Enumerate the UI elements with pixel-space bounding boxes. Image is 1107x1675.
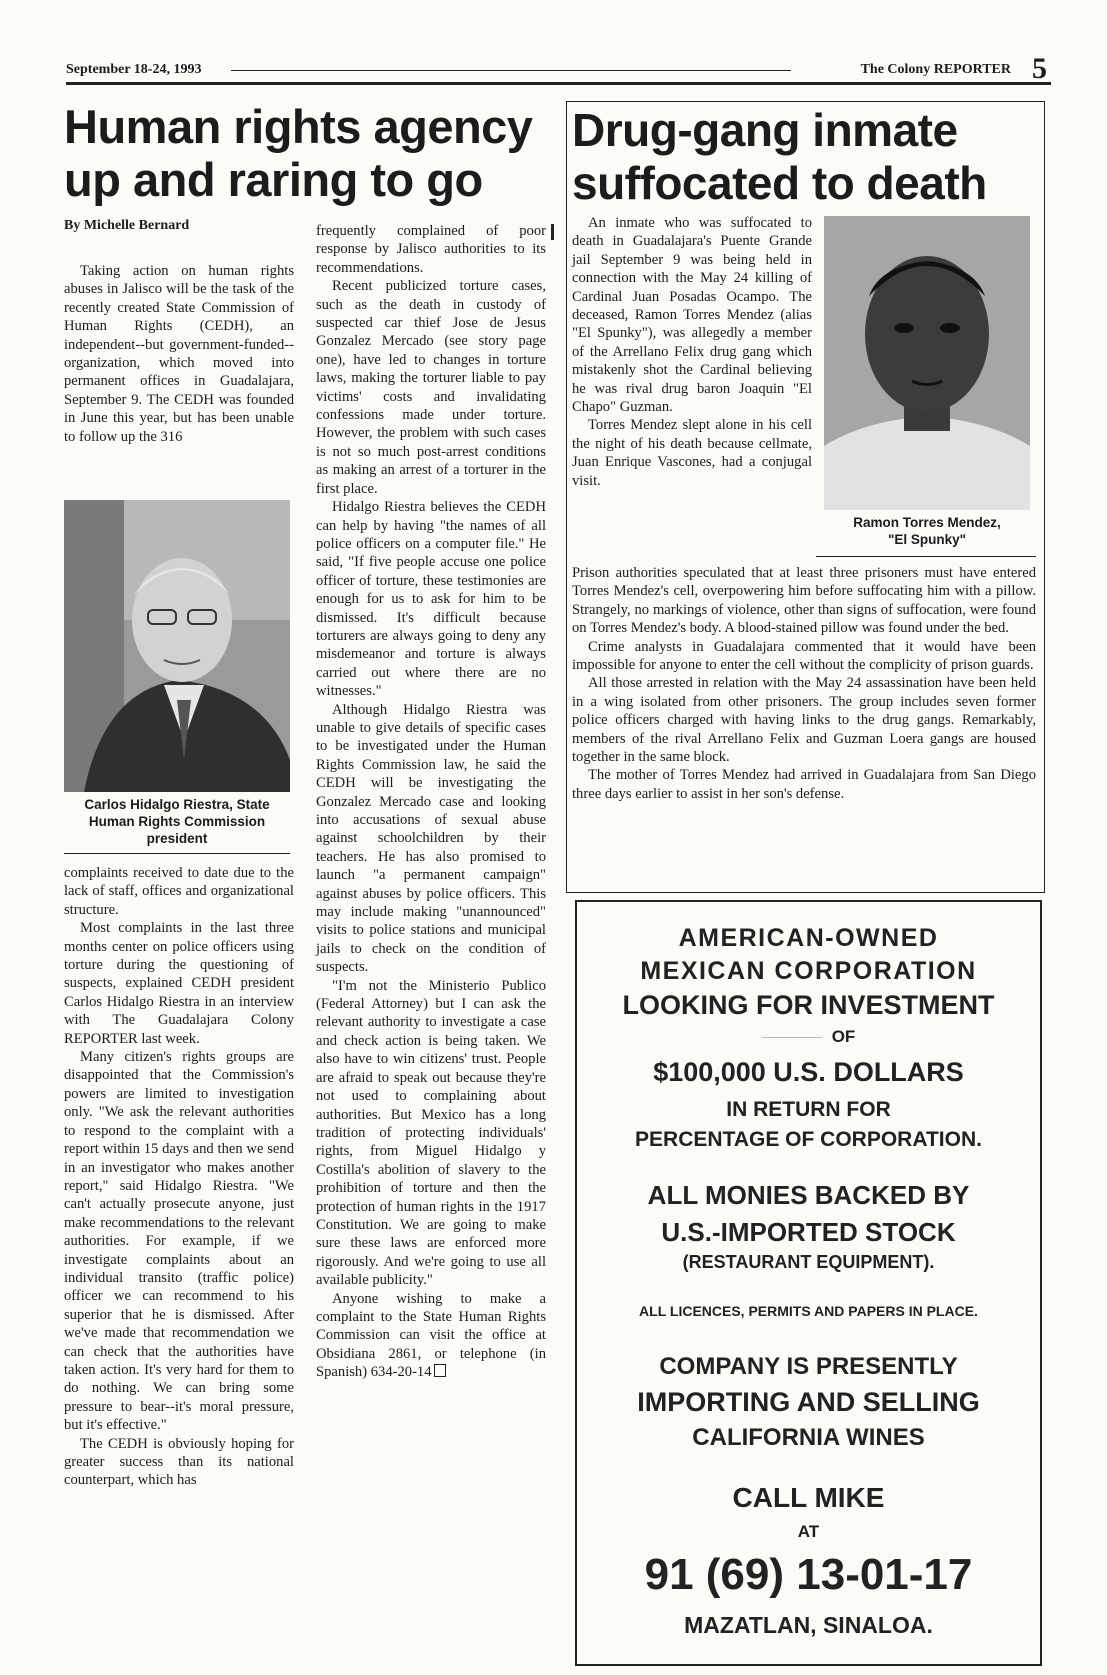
paragraph: Most complaints in the last three months center on police officers using torture during the questioning of suspects, explained CEDH president Carlos Hidalgo Riestra in an interview with The Guadalajara Colony REPORTER last week. [64, 920, 294, 1047]
masthead [66, 52, 1051, 86]
caption-line1: Ramon Torres Mendez, [853, 515, 1001, 530]
paragraph: Many citizen's rights groups are disappointed that the Commission's powers are limited to investigation only. "We ask the relevant authorities to respond to the complaint with a report within 15 days and then we send in an investigator who makes another report," said Hidalgo Riestra. "We can't actually prosecute anyone, just make recommendations to the relevant authorities. For example, if we investigate complaints about an individual transito (traffic police) officer we can recommend to his superior that he is dismissed. After we've made that recommendation we can check that the authorities have taken action. It's very hard for them to do nothing. We can bring some pressure to bear--it's moral pressure, but it's effective." [64, 1049, 294, 1434]
portrait-illustration [824, 216, 1030, 510]
contact-text: Anyone wishing to make a complaint to the State Human Rights Commission can visit the office at Obsidiana 2861, or telephone (in Spanish) 634-20-14 [316, 1290, 546, 1381]
story2-narrow-text [572, 214, 812, 490]
investment-advertisement [575, 900, 1042, 1666]
paragraph: Hidalgo Riestra believes the CEDH can help by having "the names of all police officers on a computer file." He said, "If five people accuse one police officer of torture, these testimonies are enough for us to ask for him to be dismissed. It's difficult because torturers are always going to deny any misdemeanor and torture is always carried out where there are no witnesses." [316, 499, 546, 700]
story1-col2 [316, 222, 546, 1382]
story1-headline-line1: Human rights agency [64, 100, 533, 153]
ad-line: IN RETURN FOR [726, 1098, 891, 1121]
story1-headline [64, 100, 564, 206]
masthead-bar [66, 82, 1051, 85]
ad-call-line: CALL MIKE [732, 1482, 885, 1513]
ad-location: MAZATLAN, SINALOA. [684, 1612, 933, 1638]
portrait-illustration [64, 500, 290, 792]
ad-phone-number: 91 (69) 13-01-17 [644, 1550, 973, 1599]
ad-line: (RESTAURANT EQUIPMENT). [682, 1252, 935, 1272]
ad-line: ALL MONIES BACKED BY [647, 1180, 970, 1210]
paragraph: Recent publicized torture cases, such as the death in custody of suspected car thief Jose de Jesus Gonzalez Mercado (see story page one), have led to changes in torture laws, making the torturer liable to pay victims' costs and invalidating confessions made under torture. However, the problem with such cases is not so much post-arrest conditions as making an arrest of a torturer in the first place. [316, 278, 546, 497]
paragraph: "I'm not the Ministerio Publico (Federal Attorney) but I can ask the relevant authority to investigate a case and check action is being taken. We also have to win citizens' trust. People are afraid to speak out because they're not used to complaining about authorities. But Mexico has a long tradition of protecting individuals' rights, from Miguel Hidalgo y Costilla's abolition of slavery to the prohibition of torture and then the protection of human rights in the 1917 Constitution. We are going to make sure these laws are enforced more rigorously. And we're going to use all available publicity." [316, 977, 546, 1289]
ad-line: LOOKING FOR INVESTMENT [622, 990, 995, 1020]
story1-headline-line2: up and raring to go [64, 153, 483, 206]
story1-col1-top [64, 262, 294, 446]
story2-headline [572, 104, 1042, 210]
carlos-photo-caption: Carlos Hidalgo Riestra, State Human Rights Commission president [84, 797, 270, 846]
issue-date: September 18-24, 1993 [66, 62, 202, 77]
ad-line: OF [831, 1027, 856, 1046]
paragraph: complaints received to date due to the lack of staff, offices and organizational structure. [64, 865, 294, 918]
ad-line: AT [797, 1522, 820, 1541]
end-mark-icon [434, 1364, 446, 1377]
paragraph: The CEDH is obviously hoping for greater success than its national counterpart, which has [64, 1435, 294, 1489]
ad-rule [762, 1037, 822, 1038]
ad-line: PERCENTAGE OF CORPORATION. [635, 1128, 982, 1151]
paragraph: All those arrested in relation with the May 24 assassination have been held in a wing isolated from other prisoners. The group includes seven former police officers charged with having links to the drug gangs. Remarkably, members of the rival Arrellano Felix and Guzman Loera gangs are housed together in the same block. [572, 675, 1036, 766]
paragraph: Although Hidalgo Riestra was unable to give details of specific cases to be investigated under the Human Rights Commission law, he said the CEDH will be investigating the Gonzalez Mercado case and looking into accusations of sexual abuse against schoolchildren by their teachers. He has also promised to launch "a permanent campaign" against abuses by police officers. This may include making "unannounced" visits to police stations and municipal jails to check on the condition of suspects. [316, 701, 546, 976]
story1-col1-bottom [64, 864, 294, 1490]
story2-wide-text [572, 564, 1036, 803]
ad-line: CALIFORNIA WINES [692, 1424, 925, 1451]
byline: By Michelle Bernard [64, 218, 190, 233]
paragraph: Prison authorities speculated that at least three prisoners must have entered Torres Mendez's cell, overpowering him before suffocating him with a pillow. Strangely, no markings of violence, other than signs of suffocation, were found on Torres Mendez's body. A blood-stained pillow was found under the bed. [572, 565, 1036, 637]
caption-rule [64, 853, 290, 854]
ad-line: MEXICAN CORPORATION [640, 957, 977, 985]
story2-headline-line1: Drug-gang inmate [572, 104, 958, 156]
paragraph: The mother of Torres Mendez had arrived in Guadalajara from San Diego three days earlier to assist in her son's defense. [572, 767, 1036, 802]
paragraph: Taking action on human rights abuses in Jalisco will be the task of the recently created State Commission of Human Rights (CEDH), an independent--but government-funded--organization, which moved into permanent offices in Guadalajara, September 9. The CEDH was founded in June this year, but has been unable to follow up the 316 [64, 263, 294, 445]
masthead-rule [231, 70, 791, 71]
ad-line: COMPANY IS PRESENTLY [659, 1353, 958, 1380]
caption-line2: "El Spunky" [887, 532, 967, 547]
paper-name: The Colony REPORTER [860, 62, 1011, 77]
paragraph: frequently complained of poor response by Jalisco authorities to its recommendations. [316, 223, 546, 276]
ad-line: IMPORTING AND SELLING [637, 1387, 980, 1417]
carlos-hidalgo-photo [64, 500, 290, 792]
page-number: 5 [1032, 52, 1047, 85]
story2-headline-line2: suffocated to death [572, 157, 987, 209]
ad-line: U.S.-IMPORTED STOCK [661, 1217, 956, 1247]
ad-amount: $100,000 U.S. DOLLARS [653, 1057, 964, 1087]
ad-line: ALL LICENCES, PERMITS AND PAPERS IN PLACE. [639, 1303, 978, 1319]
ad-line-wrapper [577, 1027, 1040, 1047]
paragraph: Torres Mendez slept alone in his cell the night of his death because cellmate, Juan Enrique Vascones, had a conjugal visit. [572, 417, 812, 489]
ramon-torres-photo [824, 216, 1030, 510]
caption-rule [816, 556, 1036, 557]
paragraph [316, 1290, 546, 1382]
paragraph: An inmate who was suffocated to death in Guadalajara's Puente Grande jail September 9 was being held in connection with the May 24 killing of Cardinal Juan Posadas Ocampo. The deceased, Ramon Torres Mendez (alias "El Spunky"), was allegedly a member of the Arrellano Felix drug gang which mistakenly shot the Cardinal believing he was rival drug baron Joaquin "El Chapo" Guzman. [572, 215, 812, 416]
ad-line: AMERICAN-OWNED [678, 924, 939, 952]
ramon-photo-caption [824, 514, 1030, 548]
column-marker [551, 224, 554, 240]
paragraph: Crime analysts in Guadalajara commented that it would have been impossible for anyone to enter the cell without the complicity of prison guards. [572, 638, 1036, 674]
